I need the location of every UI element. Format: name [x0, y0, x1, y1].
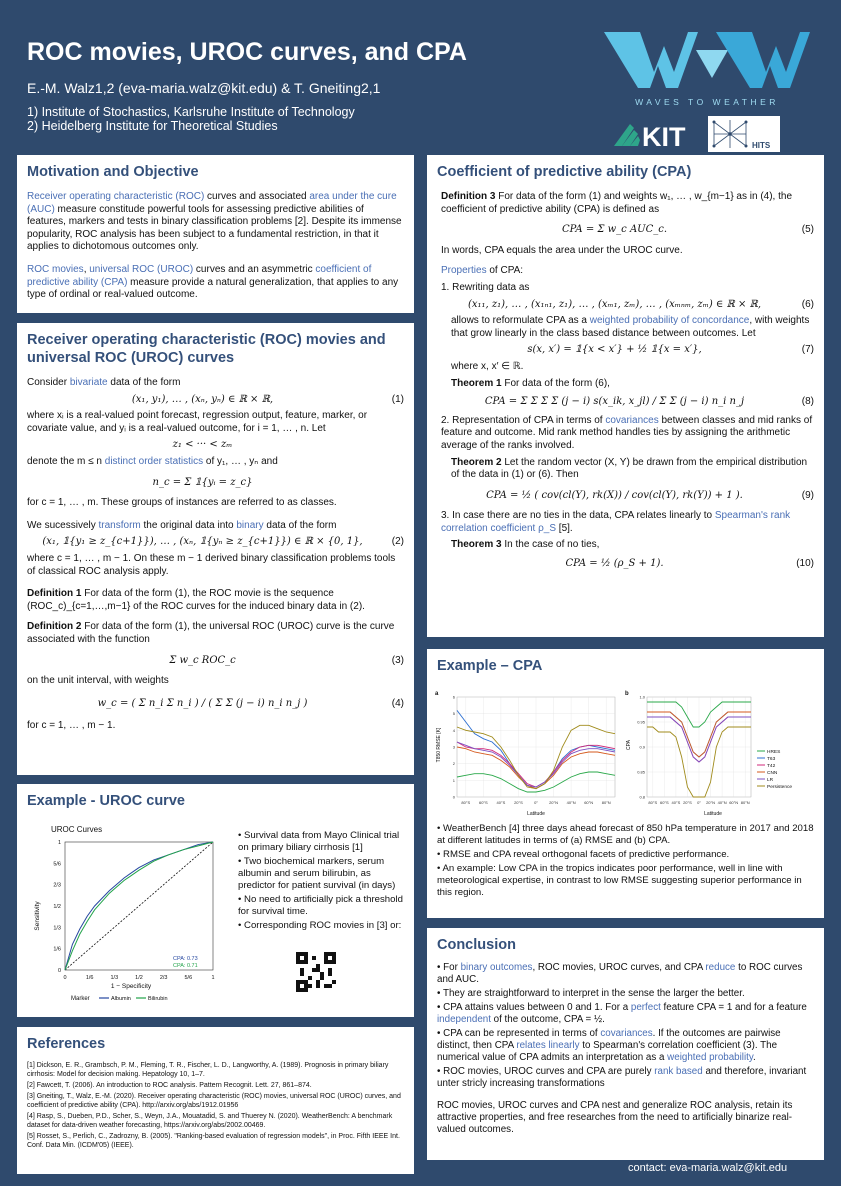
cpa-xtick-label: 80°N [740, 800, 750, 805]
roc-text-1: Consider bivariate data of the form [27, 377, 181, 388]
uroc-bullet-3: • No need to artificially pick a threshold for survival time. [238, 894, 403, 917]
cpa-xtick-label: 20°S [683, 800, 692, 805]
conclusion-bullet-3: • CPA attains values between 0 and 1. For a perfect feature CPA = 1 and for a feature independent of the outcome, CPA = ½. [437, 1002, 807, 1025]
legend-label-t63: T63 [767, 756, 776, 762]
equation-8: CPA = Σ Σ Σ Σ (j − i) s(x_ik, x_jl) / Σ Σ (j − i) n_i n_j (8) [484, 396, 814, 408]
cpa-example-card [427, 649, 824, 918]
affiliations [27, 105, 355, 133]
rmse-xtick-label: 20°S [514, 800, 523, 805]
definition-2: Definition 2 For data of the form (1), the universal ROC (UROC) curve is the curve associated with the function [27, 621, 395, 645]
uroc-xtick-label: 1/6 [85, 975, 94, 981]
reference-2: [2] Fawcett, T. (2006). An introduction to ROC analysis. Pattern Recognit. Lett. 27, 861–874. [27, 1082, 312, 1089]
legend-label-cnn: CNN [767, 770, 778, 776]
cpa-xtick-label: 40°S [671, 800, 681, 805]
cpa-example-title: Example – CPA [437, 658, 543, 674]
conclusion-bullet-5: • ROC movies, UROC curves and CPA are purely rank based and therefore, invariant unter stricly increasing transformations [437, 1066, 807, 1089]
uroc-legend-title: Marker [71, 996, 90, 1002]
rmse-xtick-label: 60°N [584, 800, 594, 805]
uroc-example-title: Example - UROC curve [27, 793, 185, 809]
cpa-latitude-chart [621, 685, 821, 817]
uroc-bullets [230, 828, 410, 934]
cpa-item-1c: where x, x′ ∈ ℝ. [451, 360, 524, 372]
cpa-ytick-label: 0.8 [639, 794, 645, 800]
motivation-p1: Receiver operating characteristic (ROC) curves and associated area under the cure (AUC) measure constitude powerful tools for assessing predictive abilities of features, markers and tests in binary classification problems [2]. Despite its immense popularity, ROC analysis has been subject to a fundamental restriction, in that it applies to dichotomous outcomes only. [27, 191, 402, 253]
cpa-card [427, 155, 824, 637]
roc-text-6: where c = 1, … , m − 1. On these m − 1 derived binary classification problems tools of classical ROC analysis apply. [27, 552, 396, 577]
conclusion-bullet-4: • CPA can be represented in terms of covariances. If the outcomes are pairwise distinct, then CPA relates linearly to Spearman's correlation coefficient (3). The numerical value of CPA admits an interpretation as a weighted probability. [437, 1028, 781, 1063]
wtw-subtitle: WAVES TO WEATHER [635, 97, 779, 107]
uroc-ytick-label: 2/3 [53, 882, 61, 889]
rmse-ytick-label: 5 [452, 711, 455, 717]
equation-6: (x₁₁, z₁), … , (x₁ₙ₁, z₁), … , (xₘ₁, zₘ), … , (xₘₙₘ, zₘ) ∈ ℝ × ℝ, (6) [467, 298, 814, 310]
uroc-bullet-4: • Corresponding ROC movies in [3] or: [238, 920, 402, 931]
roc-text-7: on the unit interval, with weights [27, 675, 169, 687]
reference-3: [3] Gneiting, T., Walz, E.-M. (2020). Receiver operating characteristic (ROC) movies, universal ROC (UROC) curves, and coefficient of predictive ability (CPA). http://arxiv.org/abs/1912.01956 [27, 1093, 401, 1109]
roc-text-2: where xᵢ is a real-valued point forecast, regression output, feature, marker, or covariate value, and yᵢ is a real-valued outcome, for i = 1, … , n. Let [27, 410, 368, 434]
rmse-ytick-label: 3 [452, 744, 455, 750]
uroc-ytick-label: 1/3 [53, 925, 61, 932]
cpa-xtick-label: 60°N [729, 800, 739, 805]
equation-1: (x₁, y₁), … , (xₙ, yₙ) ∈ ℝ × ℝ, (1) [131, 393, 404, 405]
rmse-ytick-label: 1 [452, 777, 455, 783]
theorem-3: Theorem 3 In the case of no ties, [451, 539, 600, 551]
cpa-xtick-label: 20°N [706, 800, 716, 805]
hits-logo [708, 116, 780, 152]
legend-label-persistence: Persistence [767, 784, 793, 790]
cpa-ytick-label: 1.0 [639, 694, 645, 700]
cpa-example-bullet-3: • An example: Low CPA in the tropics indicates poor performance, well in line with meteorological expertise, in contrast to low RMSE suggesting superior performance in this region. [437, 863, 802, 898]
definition-1: Definition 1 For data of the form (1), the ROC movie is the sequence (ROC_c)_{c=1,…,m−1} of the ROC curves for the induced binary data in (2). [27, 588, 365, 612]
equation-5: CPA = Σ w_c AUC_c. (5) [561, 224, 814, 236]
roc-text-4: for c = 1, … , m. These groups of instances are referred to as classes. [27, 497, 337, 509]
motivation-card [17, 155, 414, 313]
rmse-chart [431, 685, 621, 817]
cpa-item-3: 3. In case there are no ties in the data, CPA relates linearly to Spearman's rank correlation coefficient ρ_S [5]. [441, 510, 791, 534]
cpa-ytick-label: 0.85 [637, 769, 645, 775]
uroc-chart [21, 816, 229, 1012]
conclusion-card [427, 928, 824, 1160]
equation-3: Σ w_c ROC_c (3) [169, 654, 404, 666]
kit-logo [612, 118, 692, 150]
contact-footer: contact: eva-maria.walz@kit.edu [628, 1162, 788, 1174]
cpa-xtick-label: 60°S [659, 800, 669, 805]
theorem-1: Theorem 1 For data of the form (6), [451, 377, 610, 389]
cpa-item-1: 1. Rewriting data as [441, 281, 530, 293]
uroc-ytick-label: 1 [57, 840, 61, 846]
cpa-example-bullet-2: • RMSE and CPA reveal orthogonal facets of predictive performance. [437, 849, 730, 860]
uroc-xtick-label: 2/3 [159, 975, 168, 981]
cpa-xtick-label: 40°N [717, 800, 727, 805]
conclusion-title: Conclusion [437, 937, 516, 953]
authors: E.-M. Walz1,2 (eva-maria.walz@kit.edu) & T. Gneiting2,1 [27, 80, 381, 96]
uroc-legend-albumin: Albumin [111, 996, 131, 1002]
cpa-example-bullets [437, 821, 817, 901]
equation-2: (x₁, 𝟙{y₁ ≥ z_{c+1}}), … , (xₙ, 𝟙{yₙ ≥ z_{c+1}}) ∈ ℝ × {0, 1}, (2) [42, 536, 404, 548]
roc-title: Receiver operating characteristic (ROC) movies and universal ROC (UROC) curves [27, 332, 386, 366]
kit-logo-text: KIT [642, 122, 686, 150]
rmse-xlabel: Latitude [527, 811, 545, 817]
definition-3: Definition 3 For data of the form (1) and weights w₁, … , w_{m−1} as in (4), the coefficient of predictive ability (CPA) is defined as [441, 191, 793, 215]
references-title: References [27, 1036, 106, 1052]
cpa-ytick-label: 0.95 [637, 719, 645, 725]
rmse-xtick-label: 40°N [566, 800, 576, 805]
uroc-ytick-label: 5/6 [53, 861, 61, 868]
roc-text-5: We sucessively transform the original data into binary data of the form [27, 519, 337, 531]
uroc-xtick-label: 1/3 [110, 975, 119, 981]
cpa-xlabel: Latitude [704, 811, 722, 817]
uroc-legend-bilirubin: Bilirubin [148, 996, 168, 1002]
cpa-ylabel: CPA [626, 740, 632, 750]
cpa-xtick-label: 0° [697, 800, 701, 805]
legend-label-hres: HRES [767, 749, 781, 755]
waves-to-weather-logo [600, 28, 814, 108]
uroc-xtick-label: 1 [211, 975, 215, 981]
rmse-ylabel: T850 RMSE [K] [436, 727, 442, 763]
theorem-2: Theorem 2 Let the random vector (X, Y) be drawn from the empirical distribution of the data in (1) or (6). Then [451, 456, 808, 481]
rmse-xtick-label: 80°S [461, 800, 471, 805]
legend-label-lr: LR [767, 777, 774, 783]
uroc-cpa-albumin: CPA: 0.73 [173, 956, 198, 962]
uroc-xlabel: 1 − Specificity [110, 983, 152, 990]
reference-5: [5] Rosset, S., Perlich, C., Zadrozny, B. (2005). "Ranking-based evaluation of regression models", in Proc. Fifth IEEE Int. Conf. Data Min. (ICDM'05) (IEEE). [27, 1133, 400, 1149]
cpa-properties: Properties of CPA: [441, 265, 524, 277]
uroc-xtick-label: 0 [63, 975, 67, 981]
qr-code-icon[interactable] [296, 952, 336, 992]
panel-b-label: b [625, 691, 629, 697]
uroc-bullet-2: • Two biochemical markers, serum albumin and serum bilirubin, as predictor for patient survival (in days) [238, 856, 396, 891]
panel-a-label: a [435, 691, 439, 697]
equation-nc: n_c = Σ 𝟙{yᵢ = z_c} [152, 476, 253, 488]
uroc-bullet-1: • Survival data from Mayo Clinical trial on primary biliary cirrhosis [1] [238, 830, 400, 853]
equation-order: z₁ < ··· < zₘ [172, 439, 233, 451]
equation-7: s(x, x′) = 𝟙{x < x′} + ½ 𝟙{x = x′}, (7) [527, 344, 814, 356]
uroc-ytick-label: 0 [57, 968, 61, 974]
conclusion-bullet-2: • They are straightforward to interpret in the sense the larger the better. [437, 988, 745, 999]
motivation-p2: ROC movies, universal ROC (UROC) curves and an asymmetric coefficient of predictive ability (CPA) measure provide a natural generalization, that applies to any type of ordinal or real-valued outcome. [27, 263, 399, 301]
conclusion-final: ROC movies, UROC curves and CPA nest and generalize ROC analysis, retain its attractive properties, and free researches from the need to artificially binarize real-valued outcomes. [437, 1100, 793, 1135]
cpa-item-2: 2. Representation of CPA in terms of covariances between classes and mid ranks of feature and outcome. Mid rank method handles ties by assigning the arithmetic average of the ranks involved. [441, 414, 813, 451]
rmse-xtick-label: 60°S [478, 800, 488, 805]
cpa-ytick-label: 0.9 [639, 744, 645, 750]
uroc-xtick-label: 1/2 [135, 975, 143, 981]
equation-4: w_c = ( Σ n_i Σ n_i ) / ( Σ Σ (j − i) n_i n_j ) (4) [97, 697, 404, 709]
conclusion-bullet-1: • For binary outcomes, ROC movies, UROC curves, and CPA reduce to ROC curves and AUC. [437, 962, 803, 985]
rmse-ytick-label: 2 [452, 761, 455, 767]
rmse-ytick-label: 4 [452, 727, 455, 733]
rmse-xtick-label: 20°N [549, 800, 559, 805]
reference-4: [4] Rasp, S., Dueben, P.D., Scher, S., Weyn, J.A., Mouatadid, S. and Thuerey N. (2020). WeatherBench: A benchmark dataset for data-driven weather forecasting, https://arxiv.org/abs/2002.00469. [27, 1113, 393, 1129]
uroc-ylabel: Sensitivity [34, 901, 41, 931]
legend-label-t42: T42 [767, 763, 776, 769]
rmse-xtick-label: 40°S [496, 800, 506, 805]
uroc-diagonal [65, 842, 213, 970]
cpa-example-bullet-1: • WeatherBench [4] three days ahead forecast of 850 hPa temperature in 2017 and 2018 at different latitudes in terms of (a) RMSE and (b) CPA. [437, 823, 814, 846]
cpa-title: Coefficient of predictive ability (CPA) [437, 164, 692, 180]
roc-text-3: denote the m ≤ n distinct order statistics of y₁, … , yₙ and [27, 455, 278, 467]
rmse-xtick-label: 80°N [601, 800, 611, 805]
uroc-ytick-label: 1/6 [53, 946, 61, 953]
affiliation-2: 2) Heidelberg Institute for Theoretical Studies [27, 119, 278, 133]
roc-text-8: for c = 1, … , m − 1. [27, 720, 116, 732]
references-list [17, 1061, 414, 1150]
cpa-xtick-label: 80°S [648, 800, 658, 805]
cpa-item-1b: allows to reformulate CPA as a weighted probability of concordance, with weights that grow linearly in the class based distance between outcomes. Let [451, 315, 810, 339]
rmse-ytick-label: 6 [452, 694, 455, 700]
hits-logo-text: HITS [752, 141, 771, 150]
rmse-ytick-label: 0 [452, 794, 455, 800]
uroc-example-card [17, 784, 414, 1017]
motivation-title: Motivation and Objective [27, 164, 199, 180]
uroc-chart-title: UROC Curves [51, 825, 103, 834]
uroc-xtick-label: 5/6 [184, 975, 193, 981]
cpa-in-words: In words, CPA equals the area under the UROC curve. [441, 244, 683, 256]
equation-9: CPA = ½ ( cov(cl(Y), rk(X)) / cov(cl(Y), rk(Y)) + 1 ). (9) [486, 489, 814, 501]
poster-title: ROC movies, UROC curves, and CPA [27, 38, 467, 66]
uroc-cpa-bilirubin: CPA: 0.71 [173, 963, 198, 969]
references-card [17, 1027, 414, 1174]
reference-1: [1] Dickson, E. R., Grambsch, P. M., Fleming, T. R., Fischer, L. D., Langworthy, A. (1989). Prognosis in primary biliary cirrhosis: Model for decision making. Hepatology 10, 1–7. [27, 1062, 389, 1078]
uroc-ytick-label: 1/2 [53, 904, 61, 910]
roc-card [17, 323, 414, 775]
equation-10: CPA = ½ (ρ_S + 1). (10) [565, 558, 814, 570]
rmse-xtick-label: 0° [534, 800, 538, 805]
affiliation-1: 1) Institute of Stochastics, Karlsruhe Institute of Technology [27, 105, 355, 119]
